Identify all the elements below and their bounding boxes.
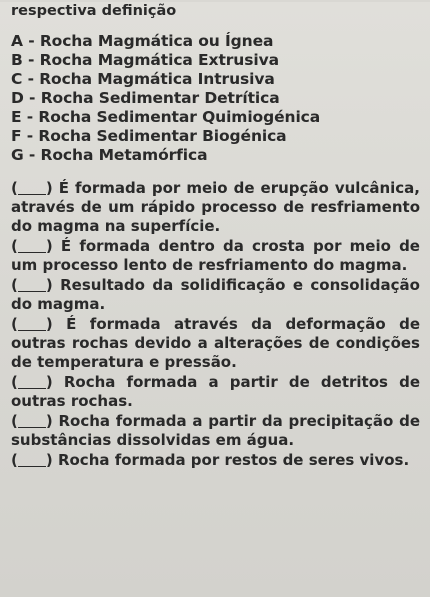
item-6-text: Rocha formada a partir da precipitação de substâncias dissolvidas em água. <box>11 412 420 449</box>
item-4: ( ) É formada através da deformação de outras rochas devido a alterações de condições de temperatura e pressão. <box>11 315 420 371</box>
worksheet-page <box>0 2 430 597</box>
answer-blank-3[interactable] <box>18 279 46 292</box>
item-1: ( ) É formada por meio de erupção vulcânica, através de um rápido processo de resfriamento do magma na superfície. <box>11 179 420 235</box>
item-2-text: É formada dentro da crosta por meio de um processo lento de resfriamento do magma. <box>11 237 420 274</box>
answer-blank-6[interactable] <box>18 415 46 428</box>
item-5: ( ) Rocha formada a partir de detritos de outras rochas. <box>11 373 420 410</box>
definition-d: D - Rocha Sedimentar Detrítica <box>11 89 280 107</box>
header-text: respectiva definição <box>11 3 177 19</box>
definitions-list <box>11 32 420 165</box>
item-3: ( ) Resultado da solidificação e consolidação do magma. <box>11 276 420 313</box>
item-7-text: Rocha formada por restos de seres vivos. <box>57 451 410 469</box>
answer-blank-4[interactable] <box>18 318 46 331</box>
item-6: ( ) Rocha formada a partir da precipitação de substâncias dissolvidas em água. <box>11 412 420 449</box>
definition-f: F - Rocha Sedimentar Biogénica <box>11 127 287 145</box>
answer-blank-5[interactable] <box>18 376 46 389</box>
definition-c: C - Rocha Magmática Intrusiva <box>11 70 275 88</box>
item-4-text: É formada através da deformação de outras rochas devido a alterações de condições de temperatura e pressão. <box>11 315 420 371</box>
item-7: ( ) Rocha formada por restos de seres vivos. <box>11 451 410 469</box>
definition-b: B - Rocha Magmática Extrusiva <box>11 51 279 69</box>
matching-items <box>11 179 420 470</box>
definition-a: A - Rocha Magmática ou Ígnea <box>11 32 274 50</box>
answer-blank-1[interactable] <box>18 182 46 195</box>
item-2: ( ) É formada dentro da crosta por meio de um processo lento de resfriamento do magma. <box>11 237 420 274</box>
answer-blank-7[interactable] <box>18 454 46 467</box>
item-5-text: Rocha formada a partir de detritos de outras rochas. <box>11 373 420 410</box>
definition-g: G - Rocha Metamórfica <box>11 146 208 164</box>
definition-e: E - Rocha Sedimentar Quimiogénica <box>11 108 321 126</box>
item-1-text: É formada por meio de erupção vulcânica, através de um rápido processo de resfriamento do magma na superfície. <box>11 179 420 235</box>
answer-blank-2[interactable] <box>18 240 46 253</box>
item-3-text: Resultado da solidificação e consolidação do magma. <box>11 276 420 313</box>
